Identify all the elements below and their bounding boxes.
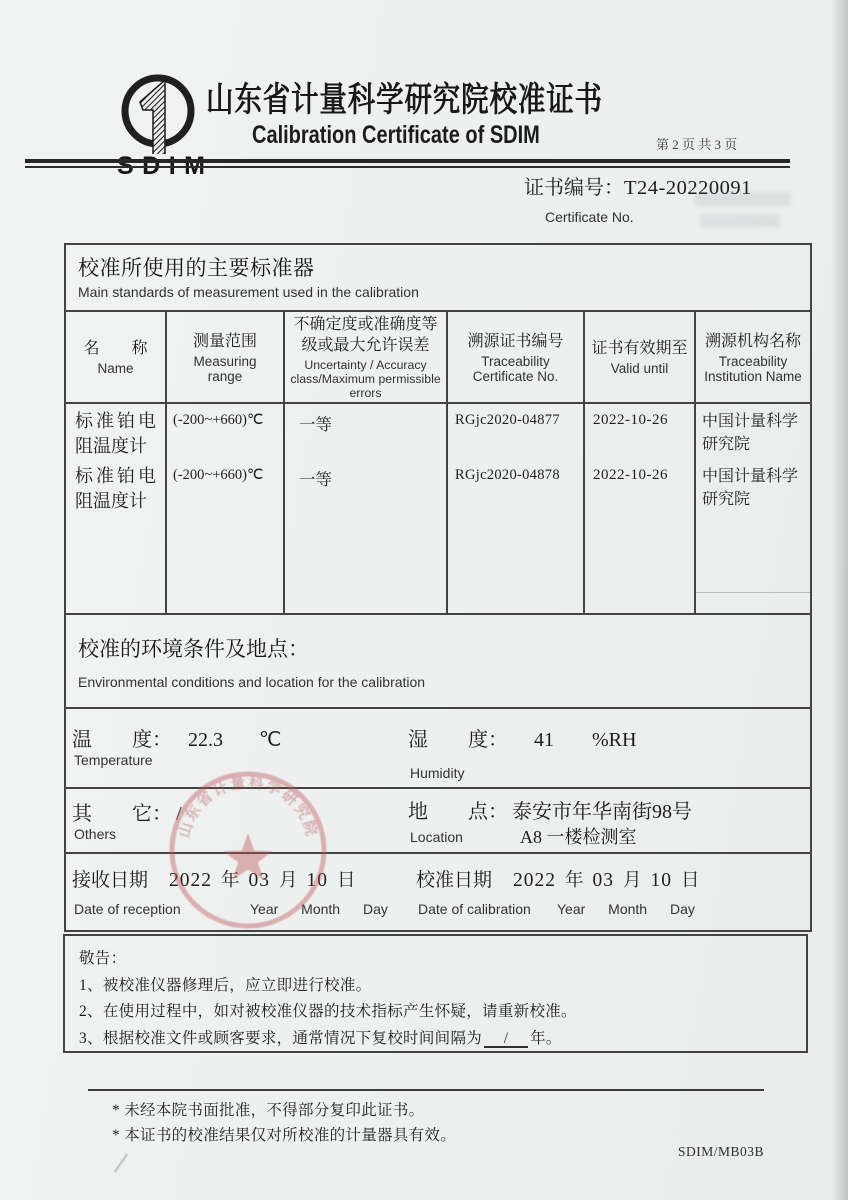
humidity-label-en: Humidity: [410, 765, 465, 781]
scan-smudge: [700, 215, 780, 227]
temperature-label-en: Temperature: [74, 752, 153, 768]
column-header-valid-until: 证书有效期至 Valid until: [583, 312, 694, 404]
footnote-1: * 未经本院书面批准，不得部分复印此证书。: [112, 1102, 425, 1119]
notice-title: 敬告：: [79, 950, 127, 967]
scan-edge-shadow: [832, 0, 848, 1200]
notice-item-2: 2、在使用过程中，如对被校准仪器的技术指标产生怀疑，请重新校准。: [79, 1003, 577, 1020]
humidity-value: 41: [534, 729, 554, 751]
scan-smudge: [695, 192, 790, 206]
table-cell-valid-until: 2022-10-26: [583, 459, 694, 613]
column-header-uncertainty: 不确定度或准确度等级或最大允许误差 Uncertainty / Accuracy class/Maximum permissible errors: [283, 312, 446, 404]
table-cell-name: 标准铂电阻温度计: [75, 466, 156, 511]
page-number-info: 第 2 页 共 3 页: [656, 137, 739, 152]
review-interval-blank: /: [484, 1031, 528, 1048]
location-value-line2: A8 一楼检测室: [520, 827, 637, 847]
environment-title-en: Environmental conditions and location for the calibration: [78, 674, 426, 690]
notice-item-3: 3、根据校准文件或顾客要求，通常情况下复校时间间隔为 / 年。: [79, 1029, 562, 1047]
calibration-year: 2022: [513, 870, 557, 891]
standards-title-zh: 校准所使用的主要标准器: [78, 256, 315, 280]
location-label-en: Location: [410, 829, 463, 845]
divider-line: [66, 787, 810, 789]
humidity-unit: %RH: [592, 729, 637, 751]
form-code: SDIM/MB03B: [678, 1144, 765, 1159]
table-cell-valid-until: 2022-10-26: [583, 404, 694, 459]
temperature-value: 22.3: [188, 729, 223, 751]
certificate-number-label-en: Certificate No.: [545, 209, 634, 225]
table-cell-institution: 中国计量科学研究院: [694, 404, 810, 459]
divider-line: [66, 707, 810, 709]
calibration-day: 10: [650, 870, 673, 891]
location-value: 泰安市年华南街98号: [512, 801, 692, 823]
environment-title-zh: 校准的环境条件及地点：: [78, 637, 309, 661]
scan-ghost-line: [696, 592, 810, 593]
footer-rule: [88, 1089, 764, 1091]
standards-title-en: Main standards of measurement used in the calibration: [78, 284, 419, 300]
divider-line: [66, 852, 810, 854]
environment-section: [64, 615, 812, 932]
table-cell-accuracy: 一等: [283, 404, 446, 459]
temperature-unit: ℃: [259, 729, 282, 751]
certificate-title-zh: 山东省计量科学研究院校准证书: [206, 82, 603, 119]
reception-label-en: Date of reception: [74, 901, 181, 917]
reception-day: 10: [306, 870, 329, 891]
others-field: 其 它： /: [72, 803, 182, 825]
certificate-number-label-zh: 证书编号：: [524, 177, 624, 199]
calibration-date-field: 校准日期 2022 年 03 月 10 日: [416, 870, 700, 891]
notice-section: [63, 934, 808, 1053]
certificate-number-value: T24-20220091: [624, 177, 752, 199]
reception-date-field: 接收日期 2022 年 03 月 10 日: [72, 870, 356, 891]
table-cell-range: (-200~+660)℃: [165, 404, 283, 459]
column-header-traceability-cert-no: 溯源证书编号 Traceability Certificate No.: [446, 312, 583, 404]
location-field: 地 点： 泰安市年华南街98号: [408, 801, 692, 823]
certificate-title-en: Calibration Certificate of SDIM: [252, 121, 540, 149]
calibration-month: 03: [592, 870, 615, 891]
footnote-2: * 本证书的校准结果仅对所校准的计量器具有效。: [112, 1127, 457, 1144]
others-label-en: Others: [74, 826, 117, 842]
table-cell-range: (-200~+660)℃: [165, 459, 283, 613]
column-header-measuring-range: 测量范围 Measuring range: [165, 312, 283, 404]
standards-table-section: [64, 243, 812, 615]
others-value: /: [176, 803, 182, 825]
table-cell-institution: 中国计量科学研究院: [694, 459, 810, 613]
humidity-field: 湿 度： 41 %RH: [408, 729, 637, 751]
column-header-name: 名 称 Name: [66, 312, 165, 404]
temperature-field: 温 度： 22.3 ℃: [72, 729, 282, 751]
table-cell-trace-cert-no: RGjc2020-04877: [446, 404, 583, 459]
table-cell-trace-cert-no: RGjc2020-04878: [446, 459, 583, 613]
column-header-institution: 溯源机构名称 Traceability Institution Name: [694, 312, 810, 404]
scan-scratch: [114, 1153, 128, 1172]
stamp-arc-text: 山东省计量科学研究院: [176, 775, 320, 840]
reception-month: 03: [248, 870, 271, 891]
calibration-label-en: Date of calibration: [418, 901, 531, 917]
standards-table: [66, 310, 810, 613]
reception-ymd-en: Year Month Day: [250, 901, 388, 917]
header-double-rule: [25, 159, 790, 168]
calibration-ymd-en: Year Month Day: [557, 901, 695, 917]
reception-year: 2022: [169, 870, 213, 891]
table-cell-accuracy: 一等: [283, 459, 446, 613]
notice-item-1: 1、被校准仪器修理后，应立即进行校准。: [79, 976, 372, 994]
table-cell-name: 标准铂电阻温度计: [75, 411, 156, 456]
logo-text: SDIM: [117, 152, 205, 178]
logo-numeral-one-icon: [140, 80, 165, 158]
